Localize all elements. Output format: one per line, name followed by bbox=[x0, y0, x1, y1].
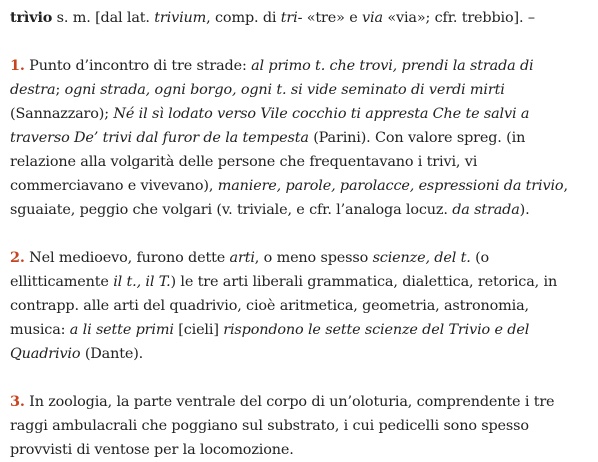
definition-text: Nel medioevo, furono dette bbox=[24, 250, 230, 266]
example-italic: il t., il T. bbox=[113, 274, 171, 290]
etymology-text: «tre» e bbox=[302, 10, 363, 26]
example-italic: arti bbox=[229, 250, 255, 266]
etymology-prefix: tri- bbox=[280, 10, 303, 26]
example-italic: al primo t. che trovi, prendi la strada di destra bbox=[10, 58, 534, 98]
definition-text: (Sannazzaro); bbox=[10, 106, 114, 122]
etymology-text: s. m. [dal lat. bbox=[52, 10, 155, 26]
sense-number: 2. bbox=[10, 249, 25, 266]
example-italic: maniere, parole, parolacce, espressioni da trivio bbox=[217, 178, 564, 194]
definition-text: (Parini). Con valore spreg. (in relazione alla volgarità delle persone che frequentavano i trivi, vi commerciavano e vivevano), bbox=[10, 130, 526, 194]
definition-text: Punto d’incontro di tre strade: bbox=[24, 58, 252, 74]
etymology-text: «via»; cfr. trebbio]. – bbox=[382, 10, 535, 26]
definition-text: ) le tre arti liberali grammatica, dialettica, retorica, in contrapp. alle arti del quadrivio, cioè aritmetica, geometria, astronomia, musica: bbox=[10, 274, 558, 338]
entry-headline bbox=[10, 6, 588, 30]
definition-text: (Dante). bbox=[80, 346, 144, 362]
sense-3 bbox=[10, 390, 588, 462]
sense-1 bbox=[10, 54, 588, 222]
sense-body bbox=[10, 250, 557, 362]
sense-body bbox=[10, 58, 568, 218]
sense-body bbox=[10, 394, 554, 458]
etymology-word: via bbox=[362, 10, 383, 26]
sense-number: 1. bbox=[10, 57, 25, 74]
example-italic: rispondono le sette scienze del Trivio e del Quadrivio bbox=[10, 322, 530, 362]
definition-text: ). bbox=[519, 202, 530, 218]
example-italic: Né il sì lodato verso Vile cocchio ti appresta Che te salvi a traverso De’ trivi dal furor de la tempesta bbox=[10, 106, 530, 146]
definition-text: ; bbox=[55, 82, 65, 98]
example-italic: da strada bbox=[452, 202, 520, 218]
example-italic: ogni strada, ogni borgo, ogni t. si vide seminato di verdi mirti bbox=[64, 82, 505, 98]
etymology-latin: trivium bbox=[154, 10, 207, 26]
definition-text: (o ellitticamente bbox=[10, 250, 490, 290]
definition-text: In zoologia, la parte ventrale del corpo di un’oloturia, comprendente i tre raggi ambulacrali che poggiano sul substrato, i cui pedicelli sono spesso provvisti di ventose per la locomozione. bbox=[10, 394, 555, 458]
example-italic: a li sette primi bbox=[69, 322, 174, 338]
definition-text: , sguaiate, peggio che volgari (v. triviale, e cfr. l’analoga locuz. bbox=[10, 178, 568, 218]
etymology-text: , comp. di bbox=[206, 10, 281, 26]
sense-number: 3. bbox=[10, 393, 25, 410]
entry-lemma: trìvio bbox=[10, 9, 53, 26]
definition-text: , o meno spesso bbox=[254, 250, 373, 266]
definition-text: [cieli] bbox=[173, 322, 224, 338]
example-italic: scienze, del t. bbox=[372, 250, 471, 266]
sense-2 bbox=[10, 246, 588, 366]
